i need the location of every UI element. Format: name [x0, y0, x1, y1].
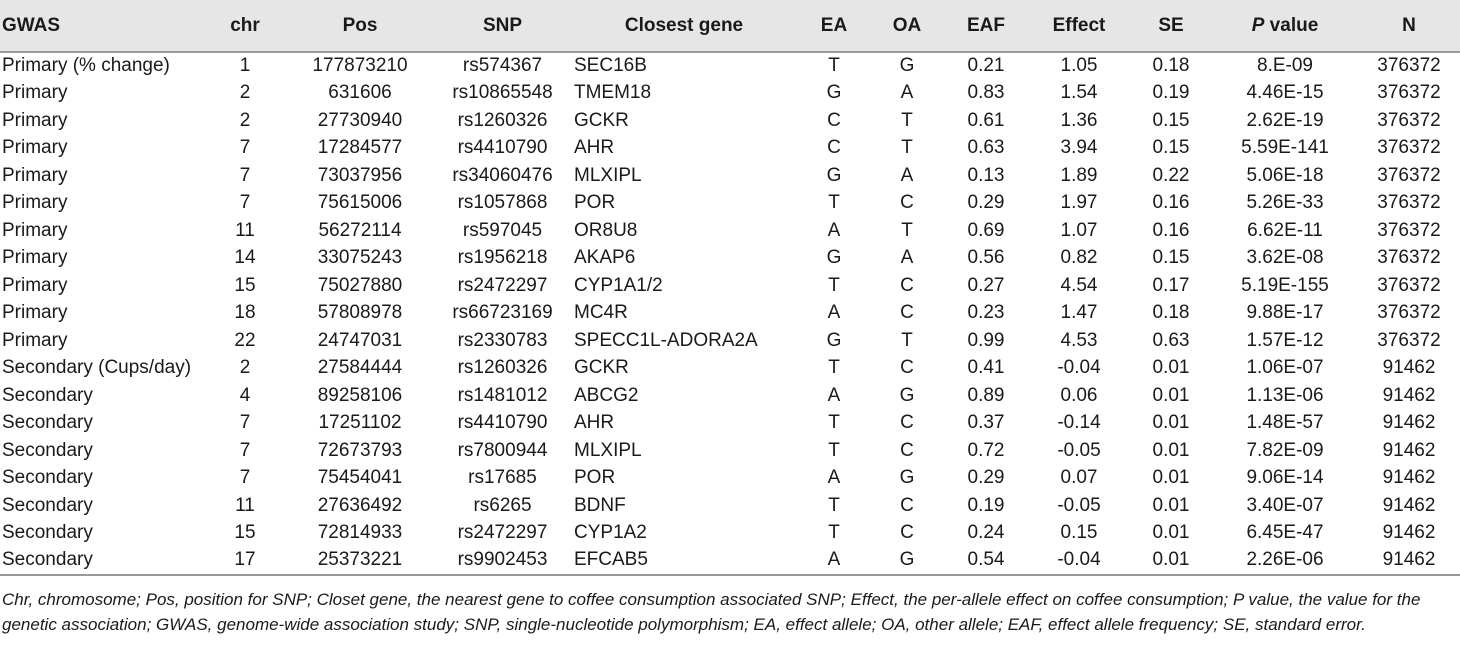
cell-n: 91462 — [1382, 412, 1436, 434]
cell-effect: 0.15 — [1060, 522, 1098, 544]
table-row — [0, 492, 1460, 520]
cell-ea: A — [827, 302, 841, 324]
cell-se: 0.18 — [1152, 302, 1190, 324]
cell-n: 376372 — [1377, 247, 1441, 269]
cell-ea: T — [828, 412, 840, 434]
cell-oa: C — [900, 522, 914, 544]
cell-oa: C — [900, 274, 914, 296]
table-row — [0, 547, 1460, 575]
header-oa: OA — [870, 0, 944, 52]
cell-eaf: 0.54 — [944, 547, 1028, 575]
cell-snp: rs2472297 — [457, 274, 548, 296]
cell-closest-gene: MLXIPL — [574, 439, 642, 461]
cell-closest-gene: EFCAB5 — [570, 547, 798, 575]
cell-chr: 17 — [205, 547, 285, 575]
cell-eaf: 0.89 — [967, 384, 1005, 406]
cell-chr: 18 — [234, 302, 256, 324]
cell-pos: 75615006 — [317, 192, 403, 214]
cell-eaf: 0.83 — [967, 82, 1005, 104]
table-row — [0, 327, 1460, 355]
cell-ea: C — [827, 137, 841, 159]
cell-p-value: 5.26E-33 — [1246, 192, 1324, 214]
table-row — [0, 245, 1460, 273]
cell-oa: T — [901, 329, 913, 351]
cell-oa: T — [901, 109, 913, 131]
cell-oa: G — [899, 467, 915, 489]
cell-closest-gene: SEC16B — [574, 55, 647, 77]
cell-p-value: 9.88E-17 — [1246, 302, 1324, 324]
cell-se: 0.22 — [1152, 164, 1190, 186]
cell-p-value: 6.45E-47 — [1246, 522, 1324, 544]
cell-snp: rs66723169 — [452, 302, 553, 324]
cell-snp: rs17685 — [468, 467, 537, 489]
table-row — [0, 520, 1460, 548]
cell-closest-gene: CYP1A1/2 — [574, 274, 663, 296]
cell-n: 91462 — [1382, 522, 1436, 544]
cell-chr: 2 — [239, 109, 251, 131]
cell-p-value: 1.06E-07 — [1246, 357, 1324, 379]
cell-pos: 72673793 — [317, 439, 403, 461]
cell-effect: 1.07 — [1060, 219, 1098, 241]
cell-n: 91462 — [1382, 384, 1436, 406]
cell-p-value: 5.06E-18 — [1246, 164, 1324, 186]
cell-p-value: 1.48E-57 — [1246, 412, 1324, 434]
cell-snp: rs597045 — [462, 219, 543, 241]
cell-effect: 0.07 — [1060, 467, 1098, 489]
table-row — [0, 190, 1460, 218]
cell-eaf: 0.13 — [967, 164, 1005, 186]
cell-closest-gene: TMEM18 — [574, 82, 652, 104]
cell-oa: A — [900, 164, 914, 186]
table-row — [0, 80, 1460, 108]
cell-pos: 27730940 — [317, 109, 403, 131]
cell-snp: rs1260326 — [457, 357, 548, 379]
cell-ea: A — [798, 547, 870, 575]
cell-closest-gene: AKAP6 — [574, 247, 636, 269]
cell-chr: 7 — [239, 467, 251, 489]
cell-effect: 1.54 — [1060, 82, 1098, 104]
cell-ea: G — [826, 82, 842, 104]
cell-gwas: Primary — [2, 164, 68, 186]
cell-snp: rs34060476 — [452, 164, 553, 186]
header-effect: Effect — [1028, 0, 1130, 52]
table-row — [0, 437, 1460, 465]
cell-n: 376372 — [1377, 219, 1441, 241]
cell-eaf: 0.24 — [967, 522, 1005, 544]
cell-p-value: 6.62E-11 — [1247, 219, 1323, 241]
cell-gwas: Primary (% change) — [2, 55, 170, 77]
cell-pos: 24747031 — [317, 329, 403, 351]
cell-p-value: 2.62E-19 — [1246, 109, 1324, 131]
cell-gwas: Secondary — [2, 412, 93, 434]
cell-p-value: 5.19E-155 — [1241, 274, 1329, 296]
cell-eaf: 0.99 — [967, 329, 1005, 351]
header-n: N — [1358, 0, 1460, 52]
cell-p-value: 8.E-09 — [1257, 55, 1313, 77]
cell-p-value: 4.46E-15 — [1246, 82, 1324, 104]
cell-closest-gene: MC4R — [574, 302, 628, 324]
cell-n: 376372 — [1377, 164, 1441, 186]
header-eaf: EAF — [944, 0, 1028, 52]
cell-gwas: Secondary — [0, 547, 205, 575]
header-snp: SNP — [435, 0, 570, 52]
cell-closest-gene: ABCG2 — [574, 384, 639, 406]
table-row — [0, 382, 1460, 410]
cell-effect: 1.97 — [1060, 192, 1098, 214]
cell-closest-gene: CYP1A2 — [574, 522, 647, 544]
cell-oa: A — [900, 247, 914, 269]
cell-eaf: 0.29 — [967, 192, 1005, 214]
cell-ea: A — [827, 219, 841, 241]
header-ea: EA — [798, 0, 870, 52]
cell-n: 376372 — [1377, 55, 1441, 77]
cell-effect: -0.05 — [1057, 494, 1101, 516]
cell-gwas: Secondary — [2, 384, 93, 406]
cell-oa: C — [900, 494, 914, 516]
cell-ea: C — [827, 109, 841, 131]
cell-effect: 1.36 — [1060, 109, 1098, 131]
cell-snp: rs2472297 — [457, 522, 548, 544]
cell-eaf: 0.27 — [967, 274, 1005, 296]
cell-se: 0.16 — [1152, 192, 1190, 214]
cell-eaf: 0.72 — [967, 439, 1005, 461]
cell-chr: 4 — [239, 384, 251, 406]
cell-effect: 4.53 — [1060, 329, 1098, 351]
cell-oa: T — [901, 137, 913, 159]
cell-snp: rs9902453 — [435, 547, 570, 575]
cell-chr: 14 — [234, 247, 256, 269]
table-row — [0, 465, 1460, 493]
cell-chr: 11 — [235, 494, 255, 516]
cell-gwas: Primary — [2, 219, 68, 241]
table-row — [0, 355, 1460, 383]
cell-chr: 7 — [239, 137, 251, 159]
cell-effect: 4.54 — [1060, 274, 1098, 296]
cell-closest-gene: AHR — [574, 412, 615, 434]
cell-n: 376372 — [1377, 109, 1441, 131]
header-pos: Pos — [285, 0, 435, 52]
cell-eaf: 0.19 — [967, 494, 1005, 516]
table-row — [0, 300, 1460, 328]
cell-closest-gene: POR — [574, 467, 616, 489]
cell-pos: 17251102 — [318, 412, 402, 434]
cell-gwas: Secondary — [2, 494, 93, 516]
cell-snp: rs7800944 — [457, 439, 548, 461]
cell-ea: A — [827, 467, 841, 489]
cell-se: 0.19 — [1152, 82, 1190, 104]
cell-se: 0.01 — [1130, 547, 1212, 575]
cell-eaf: 0.21 — [967, 55, 1005, 77]
cell-p-value: 1.57E-12 — [1246, 329, 1324, 351]
cell-snp: rs10865548 — [452, 82, 553, 104]
cell-p-value: 5.59E-141 — [1241, 137, 1329, 159]
cell-chr: 15 — [234, 274, 256, 296]
table-row — [0, 162, 1460, 190]
cell-pos: 27636492 — [317, 494, 403, 516]
cell-se: 0.15 — [1152, 247, 1190, 269]
cell-ea: T — [828, 494, 840, 516]
cell-ea: T — [828, 274, 840, 296]
cell-oa: C — [900, 192, 914, 214]
cell-pos: 72814933 — [317, 522, 403, 544]
cell-closest-gene: SPECC1L-ADORA2A — [574, 329, 758, 351]
table-body — [0, 52, 1460, 575]
table-row — [0, 272, 1460, 300]
cell-snp: rs4410790 — [457, 137, 548, 159]
cell-chr: 15 — [234, 522, 256, 544]
cell-pos: 75027880 — [317, 274, 403, 296]
cell-pos: 27584444 — [317, 357, 403, 379]
cell-effect: -0.14 — [1057, 412, 1101, 434]
cell-pos: 75454041 — [317, 467, 403, 489]
cell-se: 0.01 — [1152, 384, 1190, 406]
cell-pos: 89258106 — [317, 384, 403, 406]
table-row — [0, 217, 1460, 245]
cell-gwas: Secondary (Cups/day) — [2, 357, 192, 379]
cell-se: 0.15 — [1152, 137, 1190, 159]
cell-gwas: Primary — [2, 192, 68, 214]
cell-pos: 73037956 — [317, 164, 403, 186]
cell-effect: 0.82 — [1060, 247, 1098, 269]
cell-pos: 33075243 — [317, 247, 403, 269]
cell-se: 0.01 — [1152, 439, 1190, 461]
cell-p-value: 3.62E-08 — [1246, 247, 1324, 269]
cell-oa: C — [900, 439, 914, 461]
header-chr: chr — [205, 0, 285, 52]
cell-eaf: 0.37 — [967, 412, 1005, 434]
cell-n: 376372 — [1377, 302, 1441, 324]
cell-chr: 11 — [235, 219, 255, 241]
cell-ea: G — [826, 329, 842, 351]
cell-closest-gene: POR — [574, 192, 616, 214]
cell-pos: 25373221 — [285, 547, 435, 575]
cell-eaf: 0.29 — [967, 467, 1005, 489]
cell-pos: 56272114 — [318, 219, 402, 241]
table-row — [0, 107, 1460, 135]
cell-snp: rs1057868 — [457, 192, 548, 214]
cell-snp: rs1481012 — [457, 384, 548, 406]
cell-p-value: 9.06E-14 — [1246, 467, 1324, 489]
cell-chr: 2 — [239, 357, 251, 379]
cell-snp: rs574367 — [462, 55, 543, 77]
cell-eaf: 0.69 — [967, 219, 1005, 241]
cell-gwas: Secondary — [2, 467, 93, 489]
cell-oa: G — [870, 547, 944, 575]
cell-gwas: Primary — [2, 82, 68, 104]
cell-se: 0.16 — [1152, 219, 1190, 241]
cell-oa: G — [899, 384, 915, 406]
cell-closest-gene: BDNF — [574, 494, 626, 516]
cell-chr: 7 — [239, 412, 251, 434]
cell-eaf: 0.56 — [967, 247, 1005, 269]
cell-gwas: Primary — [2, 137, 68, 159]
cell-se: 0.18 — [1152, 55, 1190, 77]
cell-closest-gene: OR8U8 — [574, 219, 638, 241]
header-p-italic: P — [1251, 14, 1265, 36]
header-se: SE — [1130, 0, 1212, 52]
cell-pos: 17284577 — [317, 137, 403, 159]
cell-n: 376372 — [1377, 274, 1441, 296]
cell-effect: 1.89 — [1060, 164, 1098, 186]
cell-chr: 7 — [239, 164, 251, 186]
cell-pos: 631606 — [328, 82, 392, 104]
cell-n: 91462 — [1358, 547, 1460, 575]
cell-p-value: 7.82E-09 — [1246, 439, 1324, 461]
cell-effect: 1.47 — [1060, 302, 1098, 324]
header-closest-gene: Closest gene — [570, 0, 798, 52]
cell-n: 91462 — [1382, 467, 1436, 489]
cell-n: 91462 — [1382, 439, 1436, 461]
table-row — [0, 410, 1460, 438]
cell-snp: rs1956218 — [457, 247, 548, 269]
cell-se: 0.01 — [1152, 412, 1190, 434]
header-p-value — [1212, 0, 1358, 52]
table-row — [0, 52, 1460, 80]
cell-ea: G — [826, 164, 842, 186]
cell-se: 0.17 — [1152, 274, 1190, 296]
table-row — [0, 135, 1460, 163]
cell-ea: G — [826, 247, 842, 269]
cell-gwas: Primary — [2, 247, 68, 269]
cell-effect: 1.05 — [1060, 55, 1098, 77]
cell-gwas: Secondary — [2, 439, 93, 461]
cell-ea: T — [828, 522, 840, 544]
cell-effect: 0.06 — [1060, 384, 1098, 406]
cell-ea: T — [828, 439, 840, 461]
cell-snp: rs4410790 — [457, 412, 548, 434]
cell-n: 376372 — [1377, 192, 1441, 214]
cell-p-value: 2.26E-06 — [1212, 547, 1358, 575]
cell-effect: 3.94 — [1060, 137, 1098, 159]
cell-gwas: Primary — [2, 274, 68, 296]
cell-ea: T — [828, 192, 840, 214]
cell-closest-gene: MLXIPL — [574, 164, 642, 186]
cell-chr: 2 — [239, 82, 251, 104]
header-p-rest: value — [1264, 14, 1319, 36]
cell-p-value: 1.13E-06 — [1246, 384, 1324, 406]
cell-effect: -0.05 — [1057, 439, 1101, 461]
cell-oa: C — [900, 302, 914, 324]
cell-eaf: 0.41 — [967, 357, 1005, 379]
cell-pos: 57808978 — [317, 302, 403, 324]
cell-chr: 7 — [239, 192, 251, 214]
cell-n: 376372 — [1377, 82, 1441, 104]
cell-closest-gene: GCKR — [574, 357, 629, 379]
cell-oa: G — [899, 55, 915, 77]
cell-pos: 177873210 — [312, 55, 408, 77]
cell-se: 0.01 — [1152, 522, 1190, 544]
cell-snp: rs1260326 — [457, 109, 548, 131]
cell-effect: -0.04 — [1057, 357, 1101, 379]
cell-gwas: Primary — [2, 329, 68, 351]
cell-se: 0.15 — [1152, 109, 1190, 131]
cell-se: 0.63 — [1152, 329, 1190, 351]
cell-se: 0.01 — [1152, 494, 1190, 516]
cell-gwas: Primary — [2, 302, 68, 324]
cell-snp: rs2330783 — [457, 329, 548, 351]
cell-eaf: 0.63 — [967, 137, 1005, 159]
cell-n: 376372 — [1377, 329, 1441, 351]
cell-p-value: 3.40E-07 — [1246, 494, 1324, 516]
table-header-row — [0, 0, 1460, 52]
cell-n: 91462 — [1382, 357, 1436, 379]
cell-se: 0.01 — [1152, 467, 1190, 489]
cell-eaf: 0.61 — [967, 109, 1005, 131]
cell-ea: A — [827, 384, 841, 406]
cell-effect: -0.04 — [1028, 547, 1130, 575]
cell-eaf: 0.23 — [967, 302, 1005, 324]
cell-closest-gene: GCKR — [574, 109, 629, 131]
cell-oa: C — [900, 357, 914, 379]
cell-n: 376372 — [1377, 137, 1441, 159]
cell-n: 91462 — [1382, 494, 1436, 516]
cell-chr: 7 — [239, 439, 251, 461]
cell-ea: T — [828, 55, 840, 77]
cell-ea: T — [828, 357, 840, 379]
cell-oa: A — [900, 82, 914, 104]
cell-closest-gene: AHR — [574, 137, 615, 159]
table-footnote: Chr, chromosome; Pos, position for SNP; Closet gene, the nearest gene to coffee consumption associated SNP; Effect, the per-allele effect on coffee consumption; P value, the value for the genetic association; GWAS, genome-wide association study; SNP, single-nucleotide polymorphism; EA, effect allele; OA, other allele; EAF, effect allele frequency; SE, standard error. — [2, 590, 1421, 634]
cell-oa: T — [901, 219, 913, 241]
cell-oa: C — [900, 412, 914, 434]
header-gwas: GWAS — [0, 0, 205, 52]
cell-snp: rs6265 — [473, 494, 532, 516]
cell-se: 0.01 — [1152, 357, 1190, 379]
cell-chr: 1 — [239, 55, 251, 77]
cell-chr: 22 — [234, 329, 256, 351]
cell-gwas: Primary — [2, 109, 68, 131]
cell-gwas: Secondary — [2, 522, 93, 544]
